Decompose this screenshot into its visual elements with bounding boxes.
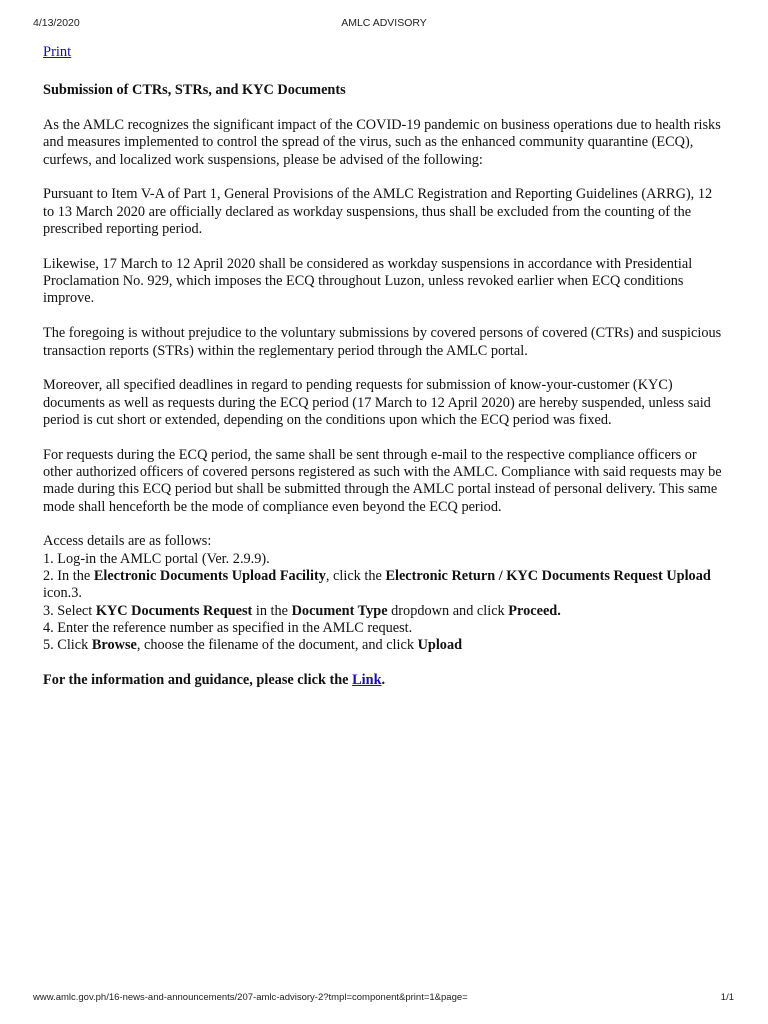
access-details: [43, 533, 725, 654]
access-steps: [43, 551, 725, 655]
guidance-line: For the information and guidance, please click the Link.: [43, 672, 386, 689]
paragraph-foregoing: The foregoing is without prejudice to the voluntary submissions by covered persons of covered (CTRs) and suspicious transaction reports (STRs) within the reglementary period through the AMLC portal.: [43, 325, 722, 359]
print-date: 4/13/2020: [33, 17, 80, 29]
paragraph-likewise: Likewise, 17 March to 12 April 2020 shall be considered as workday suspensions in accordance with Presidential Proclamation No. 929, which imposes the ECQ throughout Luzon, unless revoked earlier when ECQ conditions improve.: [43, 255, 693, 307]
print-page-number: 1/1: [720, 992, 734, 1003]
article-content: [43, 44, 725, 689]
access-intro: Access details are as follows:: [43, 533, 212, 550]
paragraph-requests: For requests during the ECQ period, the same shall be sent through e-mail to the respective compliance officers or other authorized officers of covered persons registered as such with the AMLC. Compliance with said requests may be made during this ECQ period but shall be submitted through the AMLC portal instead of personal delivery. This same mode shall henceforth be the mode of compliance even beyond the ECQ period.: [43, 446, 722, 515]
article-title: Submission of CTRs, STRs, and KYC Documents: [43, 82, 346, 99]
paragraph-arrg: Pursuant to Item V-A of Part 1, General Provisions of the AMLC Registration and Reporting Guidelines (ARRG), 12 to 13 March 2020 are officially declared as workday suspensions, thus shall be excluded from the counting of the prescribed reporting period.: [43, 186, 713, 238]
access-step-1: 1. Log-in the AMLC portal (Ver. 2.9.9).: [43, 550, 270, 567]
access-step-2: 2. In the Electronic Documents Upload Facility, click the Electronic Return / KYC Documents Request Upload icon.3.: [43, 568, 711, 602]
guidance-link[interactable]: Link: [352, 672, 382, 689]
access-step-4: 4. Enter the reference number as specified in the AMLC request.: [43, 619, 413, 636]
paragraph-moreover: Moreover, all specified deadlines in regard to pending requests for submission of know-your-customer (KYC) documents as well as requests during the ECQ period (17 March to 12 April 2020) are hereby suspended, unless said period is cut short or extended, depending on the conditions upon which the ECQ period was fixed.: [43, 377, 711, 428]
access-step-3: 3. Select KYC Documents Request in the Document Type dropdown and click Proceed.: [43, 602, 561, 619]
paragraph-intro: As the AMLC recognizes the significant impact of the COVID-19 pandemic on business operations due to health risks and measures implemented to control the spread of the virus, such as the enhanced community quarantine (ECQ), curfews, and localized work suspensions, please be advised of the following:: [43, 117, 721, 168]
print-url: www.amlc.gov.ph/16-news-and-announcements/207-amlc-advisory-2?tmpl=component&print=1&page=: [33, 992, 468, 1003]
print-link[interactable]: Print: [43, 44, 72, 60]
access-step-5: 5. Click Browse, choose the filename of the document, and click Upload: [43, 637, 463, 654]
print-page-title: AMLC ADVISORY: [341, 17, 427, 29]
